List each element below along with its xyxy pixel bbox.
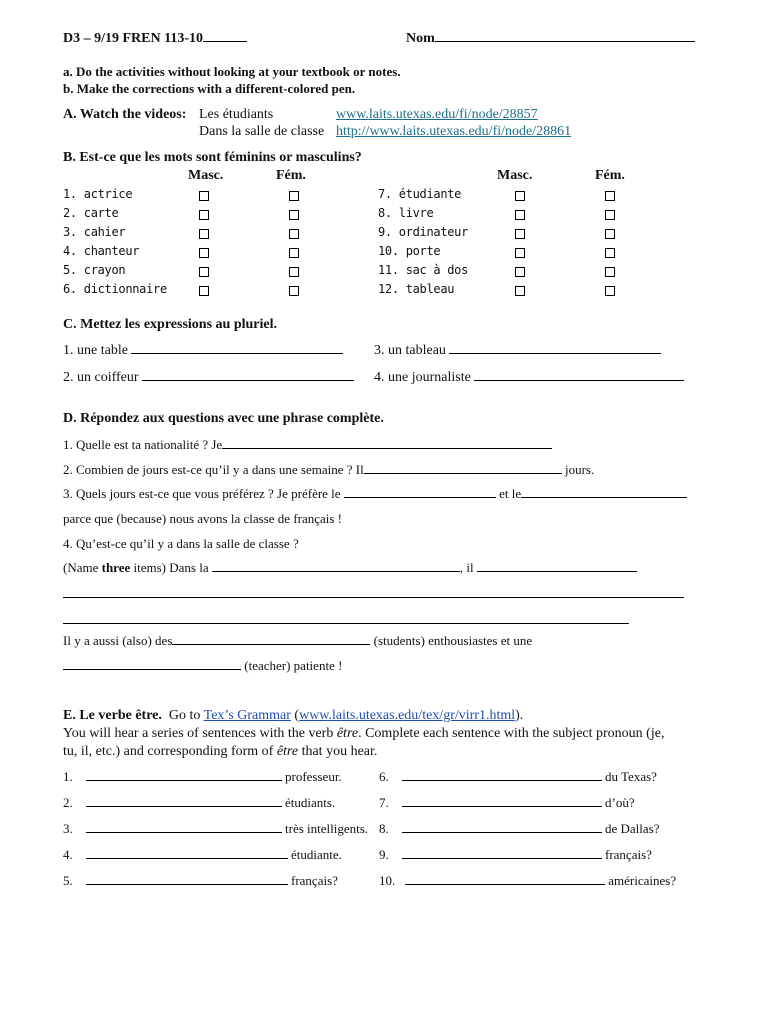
q4-bold: three (101, 560, 131, 575)
tex-grammar-url[interactable]: www.laits.utexas.edu/tex/gr/virr1.html (299, 708, 516, 723)
answer-blank[interactable] (142, 369, 354, 381)
masc-checkbox[interactable] (515, 286, 525, 296)
answer-blank[interactable] (212, 560, 460, 572)
answer-blank[interactable] (402, 769, 602, 781)
fem-checkbox[interactable] (289, 191, 299, 201)
plural-item (63, 342, 343, 359)
fem-checkbox[interactable] (289, 248, 299, 258)
fem-checkbox[interactable] (289, 286, 299, 296)
etre-item (379, 847, 652, 863)
col-masc-right: Masc. (497, 168, 533, 183)
etre-end: professeur. (285, 769, 342, 784)
etre-item (379, 795, 635, 811)
goto-text: Go to (168, 708, 201, 723)
word-item: 3. cahier (63, 225, 126, 239)
q4-pre: (Name (63, 560, 102, 575)
section-e-para-2 (63, 744, 377, 760)
etre-end: américaines? (608, 873, 677, 888)
question-3-text: 3. Quels jours est-ce que vous préférez ? Je préfère le (63, 486, 341, 501)
col-masc-left: Masc. (188, 168, 224, 183)
word-item: 7. étudiante (378, 187, 462, 201)
video1-name: Les étudiants (199, 107, 274, 122)
para1-a: You will hear a series of sentences with the verb (63, 726, 337, 741)
video1-link[interactable]: www.laits.utexas.edu/fi/node/28857 (336, 107, 538, 122)
students-pre: Il y a aussi (also) des (63, 633, 173, 648)
students-post: (students) enthousiastes et une (373, 633, 533, 648)
etre-num: 3. (63, 821, 73, 836)
etre-item (63, 847, 342, 863)
answer-blank[interactable] (131, 342, 343, 354)
answer-blank[interactable] (86, 873, 288, 885)
masc-checkbox[interactable] (515, 210, 525, 220)
section-e-title: E. Le verbe être. Go to Tex’s Grammar (www.laits.utexas.edu/tex/gr/virr1.html). (63, 708, 524, 723)
fem-checkbox[interactable] (289, 229, 299, 239)
instruction-a: a. Do the activities without looking at your textbook or notes. (63, 64, 401, 79)
word-item: 12. tableau (378, 282, 455, 296)
masc-checkbox[interactable] (199, 286, 209, 296)
video2-name: Dans la salle de classe (199, 124, 325, 139)
video2-link[interactable]: http://www.laits.utexas.edu/fi/node/28861 (336, 124, 572, 139)
tex-grammar-link[interactable]: Tex’s Grammar (203, 708, 291, 723)
answer-blank[interactable] (477, 560, 637, 572)
masc-checkbox[interactable] (199, 191, 209, 201)
question-1 (63, 437, 552, 453)
answer-blank[interactable] (86, 769, 282, 781)
masc-checkbox[interactable] (199, 229, 209, 239)
section-a-label: A. Watch the videos: (63, 107, 187, 122)
q4-il: , il (459, 560, 474, 575)
answer-blank[interactable] (86, 847, 288, 859)
section-e-para-1 (63, 726, 664, 742)
etre-end: du Texas? (605, 769, 657, 784)
etre-num: 1. (63, 769, 73, 784)
para1-italic: être (336, 726, 359, 741)
answer-blank[interactable] (364, 462, 562, 474)
word-item: 8. livre (378, 206, 434, 220)
etre-end: étudiante. (291, 847, 342, 862)
etre-end: très intelligents. (285, 821, 369, 836)
instruction-b: b. Make the corrections with a different-colored pen. (63, 81, 356, 96)
answer-blank[interactable] (344, 486, 496, 498)
section-b-title: B. Est-ce que les mots sont féminins or masculins? (63, 150, 362, 165)
question-4-prompt (63, 560, 637, 576)
answer-blank[interactable] (222, 437, 552, 449)
etre-item (379, 769, 657, 785)
section-d-title: D. Répondez aux questions avec une phrase complète. (63, 411, 384, 426)
question-2-text: 2. Combien de jours est-ce qu’il y a dans une semaine ? Il (63, 462, 364, 477)
nom-blank[interactable] (435, 30, 695, 42)
plural-item (374, 369, 684, 386)
answer-blank[interactable] (474, 369, 684, 381)
masc-checkbox[interactable] (515, 267, 525, 277)
etre-item (379, 821, 660, 837)
para2-italic: être (276, 744, 299, 759)
answer-blank[interactable] (86, 821, 282, 833)
question-4: 4. Qu’est-ce qu’il y a dans la salle de classe ? (63, 536, 299, 551)
answer-blank[interactable] (521, 486, 687, 498)
word-item: 5. crayon (63, 263, 126, 277)
fem-checkbox[interactable] (605, 229, 615, 239)
word-item: 11. sac à dos (378, 263, 469, 277)
masc-checkbox[interactable] (199, 210, 209, 220)
answer-blank[interactable] (449, 342, 661, 354)
plural-item-label: 1. une table (63, 343, 128, 358)
etre-num: 4. (63, 847, 73, 862)
etre-end: français? (605, 847, 652, 862)
students-line (63, 633, 532, 649)
etre-num: 5. (63, 873, 73, 888)
plural-item-label: 3. un tableau (374, 343, 446, 358)
question-1-text: 1. Quelle est ta nationalité ? Je (63, 437, 223, 452)
etre-item (63, 769, 342, 785)
question-2 (63, 462, 594, 478)
word-item: 9. ordinateur (378, 225, 469, 239)
plural-item (63, 369, 354, 386)
answer-blank[interactable] (63, 658, 241, 670)
header-code-text: D3 – 9/19 FREN 113-10 (63, 31, 203, 46)
section-c-title: C. Mettez les expressions au pluriel. (63, 317, 277, 332)
etre-item (63, 821, 368, 837)
question-2-end: jours. (564, 462, 595, 477)
fem-checkbox[interactable] (289, 267, 299, 277)
etre-num: 9. (379, 847, 389, 862)
masc-checkbox[interactable] (199, 248, 209, 258)
answer-line[interactable] (63, 597, 684, 598)
etre-num: 10. (379, 873, 396, 888)
answer-blank[interactable] (402, 795, 602, 807)
answer-blank[interactable] (86, 795, 282, 807)
etre-num: 7. (379, 795, 389, 810)
q4-post: items) Dans la (130, 560, 209, 575)
etre-end: étudiants. (285, 795, 336, 810)
para2-b: that you hear. (298, 744, 378, 759)
teacher-post: (teacher) patiente ! (244, 658, 343, 673)
teacher-line (63, 658, 342, 674)
answer-blank[interactable] (402, 847, 602, 859)
masc-checkbox[interactable] (515, 248, 525, 258)
col-fem-left: Fém. (276, 168, 306, 183)
header-nom (406, 30, 695, 47)
etre-num: 6. (379, 769, 389, 784)
masc-checkbox[interactable] (199, 267, 209, 277)
etre-end: français? (291, 873, 338, 888)
header-code-blank[interactable] (203, 30, 247, 42)
question-3-mid: et le (499, 486, 522, 501)
word-item: 6. dictionnaire (63, 282, 167, 296)
answer-line[interactable] (63, 623, 629, 624)
etre-end: de Dallas? (605, 821, 660, 836)
word-item: 4. chanteur (63, 244, 140, 258)
answer-blank[interactable] (405, 873, 605, 885)
question-3-cont: parce que (because) nous avons la classe de français ! (63, 511, 343, 526)
para2-a: tu, il, etc.) and corresponding form of (63, 744, 277, 759)
word-item: 10. porte (378, 244, 441, 258)
etre-num: 2. (63, 795, 73, 810)
para1-b: . Complete each sentence with the subject pronoun (je, (358, 726, 665, 741)
header-code (63, 30, 247, 47)
etre-item (379, 873, 676, 889)
fem-checkbox[interactable] (605, 267, 615, 277)
etre-num: 8. (379, 821, 389, 836)
question-3 (63, 486, 687, 502)
answer-blank[interactable] (402, 821, 602, 833)
fem-checkbox[interactable] (605, 210, 615, 220)
etre-item (63, 873, 338, 889)
etre-item (63, 795, 335, 811)
word-item: 2. carte (63, 206, 119, 220)
fem-checkbox[interactable] (289, 210, 299, 220)
fem-checkbox[interactable] (605, 248, 615, 258)
plural-item-label: 4. une journaliste (374, 370, 471, 385)
fem-checkbox[interactable] (605, 191, 615, 201)
fem-checkbox[interactable] (605, 286, 615, 296)
masc-checkbox[interactable] (515, 229, 525, 239)
etre-end: d’où? (605, 795, 635, 810)
nom-label: Nom (406, 31, 435, 46)
masc-checkbox[interactable] (515, 191, 525, 201)
section-e-title-text: E. Le verbe être. (63, 708, 162, 723)
col-fem-right: Fém. (595, 168, 625, 183)
answer-blank[interactable] (172, 633, 370, 645)
word-item: 1. actrice (63, 187, 133, 201)
plural-item (374, 342, 661, 359)
plural-item-label: 2. un coiffeur (63, 370, 139, 385)
